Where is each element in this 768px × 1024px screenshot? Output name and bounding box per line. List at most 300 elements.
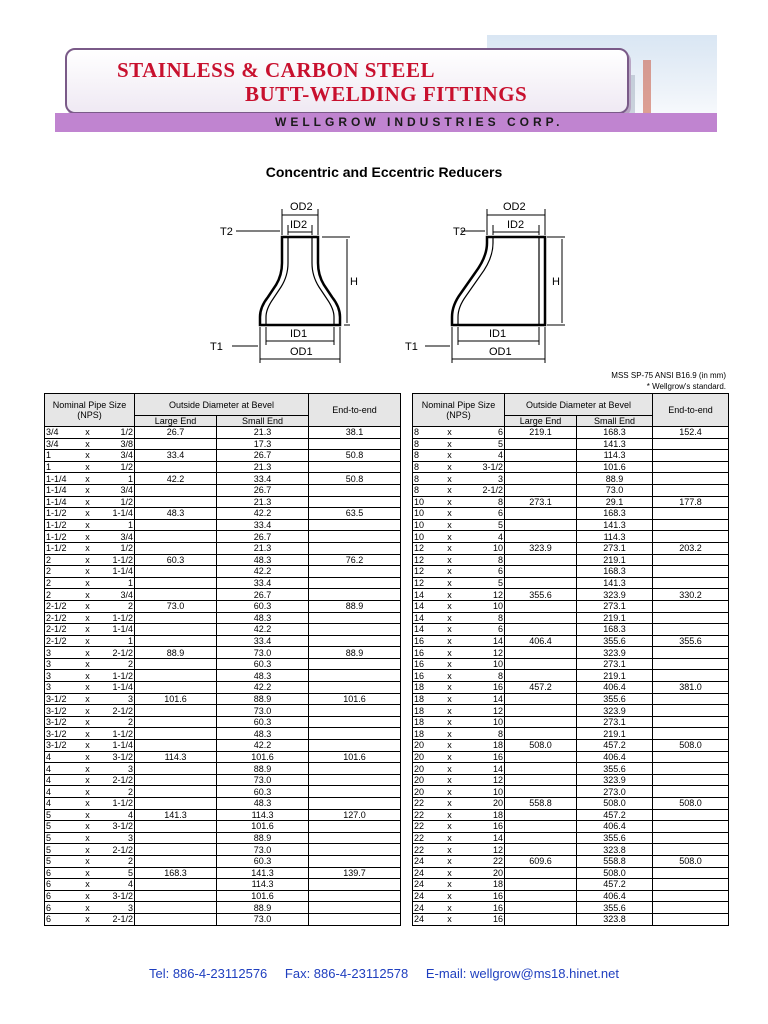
end-to-end — [309, 855, 401, 867]
nps-large: 3/4 — [45, 427, 81, 439]
times-sign: x — [81, 751, 95, 763]
nps-large: 12 — [413, 577, 443, 589]
od-large-end — [505, 728, 577, 740]
nps-small: 8 — [457, 612, 505, 624]
nps-large: 4 — [45, 798, 81, 810]
nps-small: 1 — [95, 577, 135, 589]
od-large-end — [505, 786, 577, 798]
nps-large: 3-1/2 — [45, 716, 81, 728]
od-large-end — [505, 693, 577, 705]
od-small-end: 457.2 — [577, 879, 653, 891]
nps-large: 8 — [413, 427, 443, 439]
od-small-end: 73.0 — [577, 484, 653, 496]
table-row — [413, 508, 729, 520]
end-to-end — [309, 821, 401, 833]
nps-large: 1-1/2 — [45, 542, 81, 554]
od-small-end: 355.6 — [577, 902, 653, 914]
od-large-end — [505, 461, 577, 473]
nps-large: 4 — [45, 751, 81, 763]
end-to-end — [309, 658, 401, 670]
label-od2: OD2 — [503, 201, 526, 213]
label-od2: OD2 — [290, 201, 313, 213]
label-id1: ID1 — [290, 328, 308, 340]
nps-small: 10 — [457, 600, 505, 612]
times-sign: x — [81, 728, 95, 740]
end-to-end — [653, 890, 729, 902]
times-sign: x — [81, 589, 95, 601]
page-title: Concentric and Eccentric Reducers — [265, 164, 503, 180]
end-to-end: 152.4 — [653, 427, 729, 439]
od-small-end: 48.3 — [217, 798, 309, 810]
times-sign: x — [443, 531, 457, 543]
od-large-end: 219.1 — [505, 427, 577, 439]
nps-large: 16 — [413, 647, 443, 659]
od-large-end: 168.3 — [135, 867, 217, 879]
od-large-end: 48.3 — [135, 508, 217, 520]
od-large-end — [135, 542, 217, 554]
nps-large: 2-1/2 — [45, 600, 81, 612]
od-large-end — [135, 461, 217, 473]
end-to-end: 101.6 — [309, 751, 401, 763]
table-row — [45, 508, 401, 520]
table-row — [45, 902, 401, 914]
nps-large: 8 — [413, 484, 443, 496]
end-to-end — [653, 519, 729, 531]
od-small-end: 168.3 — [577, 566, 653, 578]
end-to-end: 139.7 — [309, 867, 401, 879]
header-end-to-end: End-to-end — [653, 394, 729, 427]
nps-large: 1-1/2 — [45, 519, 81, 531]
nps-large: 8 — [413, 461, 443, 473]
nps-large: 22 — [413, 798, 443, 810]
end-to-end — [653, 461, 729, 473]
od-small-end: 21.3 — [217, 461, 309, 473]
nps-small: 12 — [457, 774, 505, 786]
nps-large: 18 — [413, 728, 443, 740]
table-row — [45, 879, 401, 891]
table-row — [45, 473, 401, 485]
nps-large: 5 — [45, 844, 81, 856]
nps-large: 12 — [413, 554, 443, 566]
times-sign: x — [81, 461, 95, 473]
nps-large: 3 — [45, 682, 81, 694]
od-small-end: 48.3 — [217, 728, 309, 740]
od-small-end: 406.4 — [577, 821, 653, 833]
end-to-end — [653, 693, 729, 705]
times-sign: x — [443, 763, 457, 775]
end-to-end — [653, 879, 729, 891]
reducer-table-left — [44, 393, 401, 926]
nps-large: 16 — [413, 635, 443, 647]
times-sign: x — [81, 832, 95, 844]
nps-small: 1/2 — [95, 427, 135, 439]
od-large-end — [505, 751, 577, 763]
od-small-end: 168.3 — [577, 508, 653, 520]
end-to-end: 177.8 — [653, 496, 729, 508]
nps-large: 3-1/2 — [45, 693, 81, 705]
times-sign: x — [81, 693, 95, 705]
nps-small: 3 — [95, 832, 135, 844]
table-row — [413, 519, 729, 531]
wellgrow-standard-note: * Wellgrow's standard. — [646, 382, 726, 391]
od-large-end: 88.9 — [135, 647, 217, 659]
header-small-end: Small End — [577, 416, 653, 427]
nps-large: 2 — [45, 577, 81, 589]
times-sign: x — [81, 438, 95, 450]
times-sign: x — [81, 600, 95, 612]
nps-small: 1/2 — [95, 496, 135, 508]
od-small-end: 508.0 — [577, 867, 653, 879]
times-sign: x — [443, 496, 457, 508]
times-sign: x — [81, 577, 95, 589]
od-large-end — [135, 635, 217, 647]
times-sign: x — [443, 751, 457, 763]
header-outside-diameter: Outside Diameter at Bevel — [135, 394, 309, 416]
nps-large: 2-1/2 — [45, 635, 81, 647]
header-end-to-end: End-to-end — [309, 394, 401, 427]
nps-small: 1/2 — [95, 461, 135, 473]
nps-large: 4 — [45, 774, 81, 786]
nps-small: 4 — [457, 531, 505, 543]
od-small-end: 219.1 — [577, 728, 653, 740]
end-to-end: 508.0 — [653, 855, 729, 867]
end-to-end — [309, 635, 401, 647]
od-small-end: 48.3 — [217, 554, 309, 566]
od-small-end: 323.9 — [577, 774, 653, 786]
nps-small: 8 — [457, 728, 505, 740]
nps-large: 1 — [45, 450, 81, 462]
table-row — [413, 589, 729, 601]
nps-large: 5 — [45, 832, 81, 844]
end-to-end — [309, 542, 401, 554]
end-to-end — [309, 496, 401, 508]
end-to-end — [309, 589, 401, 601]
table-row — [45, 438, 401, 450]
nps-small: 12 — [457, 647, 505, 659]
od-small-end: 101.6 — [577, 461, 653, 473]
times-sign: x — [81, 484, 95, 496]
table-row — [413, 774, 729, 786]
nps-small: 2 — [95, 786, 135, 798]
od-large-end — [135, 821, 217, 833]
table-row — [45, 763, 401, 775]
email-link[interactable]: E-mail: wellgrow@ms18.hinet.net — [425, 966, 619, 981]
times-sign: x — [443, 774, 457, 786]
od-small-end: 101.6 — [217, 821, 309, 833]
end-to-end — [309, 519, 401, 531]
od-large-end — [505, 832, 577, 844]
times-sign: x — [81, 763, 95, 775]
od-large-end — [505, 658, 577, 670]
label-t2: T2 — [220, 226, 233, 238]
od-small-end: 29.1 — [577, 496, 653, 508]
end-to-end: 101.6 — [309, 693, 401, 705]
od-large-end — [135, 658, 217, 670]
od-small-end: 406.4 — [577, 890, 653, 902]
od-small-end: 114.3 — [217, 809, 309, 821]
nps-small: 1-1/2 — [95, 728, 135, 740]
concentric-reducer-diagram — [210, 195, 375, 370]
times-sign: x — [81, 542, 95, 554]
nps-small: 12 — [457, 844, 505, 856]
od-small-end: 273.1 — [577, 600, 653, 612]
header-nps: Nominal Pipe Size (NPS) — [45, 394, 135, 427]
table-row — [413, 542, 729, 554]
end-to-end — [653, 658, 729, 670]
od-large-end — [505, 531, 577, 543]
times-sign: x — [443, 589, 457, 601]
times-sign: x — [443, 647, 457, 659]
end-to-end — [309, 670, 401, 682]
od-large-end — [505, 554, 577, 566]
nps-large: 24 — [413, 902, 443, 914]
label-t1: T1 — [405, 341, 418, 353]
od-large-end: 73.0 — [135, 600, 217, 612]
od-small-end: 355.6 — [577, 635, 653, 647]
end-to-end — [309, 740, 401, 752]
nps-small: 16 — [457, 902, 505, 914]
times-sign: x — [81, 809, 95, 821]
table-row — [413, 879, 729, 891]
end-to-end — [653, 867, 729, 879]
od-small-end: 114.3 — [577, 531, 653, 543]
nps-large: 3 — [45, 658, 81, 670]
nps-small: 16 — [457, 682, 505, 694]
label-id2: ID2 — [290, 219, 308, 231]
table-row — [45, 855, 401, 867]
table-row — [413, 867, 729, 879]
label-h: H — [350, 276, 358, 288]
nps-small: 1/2 — [95, 542, 135, 554]
nps-small: 12 — [457, 705, 505, 717]
times-sign: x — [81, 902, 95, 914]
nps-small: 1-1/4 — [95, 508, 135, 520]
nps-small: 2 — [95, 855, 135, 867]
end-to-end — [309, 566, 401, 578]
od-small-end: 88.9 — [577, 473, 653, 485]
od-large-end: 323.9 — [505, 542, 577, 554]
nps-small: 1 — [95, 519, 135, 531]
times-sign: x — [81, 519, 95, 531]
table-row — [413, 705, 729, 717]
end-to-end — [653, 438, 729, 450]
nps-large: 14 — [413, 624, 443, 636]
label-id2: ID2 — [507, 219, 525, 231]
table-row — [45, 740, 401, 752]
nps-small: 2-1/2 — [95, 705, 135, 717]
od-small-end: 457.2 — [577, 809, 653, 821]
end-to-end: 63.5 — [309, 508, 401, 520]
od-large-end — [505, 484, 577, 496]
od-small-end: 73.0 — [217, 705, 309, 717]
end-to-end — [653, 705, 729, 717]
od-small-end: 42.2 — [217, 740, 309, 752]
times-sign: x — [81, 844, 95, 856]
times-sign: x — [81, 716, 95, 728]
times-sign: x — [443, 612, 457, 624]
nps-small: 2-1/2 — [95, 844, 135, 856]
od-small-end: 355.6 — [577, 693, 653, 705]
banner-title-line1: STAINLESS & CARBON STEEL — [117, 58, 435, 82]
times-sign: x — [443, 519, 457, 531]
end-to-end: 203.2 — [653, 542, 729, 554]
table-row — [45, 450, 401, 462]
times-sign: x — [81, 890, 95, 902]
od-large-end — [505, 844, 577, 856]
od-large-end — [135, 740, 217, 752]
table-row — [413, 450, 729, 462]
times-sign: x — [81, 624, 95, 636]
table-row — [45, 658, 401, 670]
end-to-end — [653, 566, 729, 578]
nps-small: 3 — [95, 693, 135, 705]
nps-large: 8 — [413, 450, 443, 462]
od-small-end: 33.4 — [217, 635, 309, 647]
times-sign: x — [443, 705, 457, 717]
end-to-end — [309, 612, 401, 624]
times-sign: x — [443, 913, 457, 925]
table-row — [45, 427, 401, 439]
nps-small: 3 — [95, 902, 135, 914]
times-sign: x — [443, 740, 457, 752]
times-sign: x — [443, 879, 457, 891]
times-sign: x — [81, 496, 95, 508]
nps-small: 16 — [457, 890, 505, 902]
od-large-end: 558.8 — [505, 798, 577, 810]
nps-large: 2 — [45, 589, 81, 601]
nps-small: 4 — [95, 809, 135, 821]
end-to-end — [653, 821, 729, 833]
table-row — [45, 635, 401, 647]
od-large-end — [505, 519, 577, 531]
table-row — [413, 890, 729, 902]
nps-small: 18 — [457, 809, 505, 821]
nps-small: 10 — [457, 786, 505, 798]
od-large-end — [505, 508, 577, 520]
nps-large: 10 — [413, 508, 443, 520]
end-to-end — [309, 531, 401, 543]
table-row — [45, 728, 401, 740]
nps-large: 2-1/2 — [45, 612, 81, 624]
od-small-end: 17.3 — [217, 438, 309, 450]
od-small-end: 88.9 — [217, 763, 309, 775]
times-sign: x — [81, 427, 95, 439]
table-row — [45, 531, 401, 543]
od-small-end: 60.3 — [217, 600, 309, 612]
end-to-end: 381.0 — [653, 682, 729, 694]
od-large-end: 60.3 — [135, 554, 217, 566]
od-large-end — [505, 774, 577, 786]
end-to-end — [309, 786, 401, 798]
od-small-end: 73.0 — [217, 774, 309, 786]
od-small-end: 60.3 — [217, 716, 309, 728]
od-large-end — [135, 716, 217, 728]
contact-footer — [0, 966, 768, 981]
nps-large: 10 — [413, 496, 443, 508]
times-sign: x — [443, 484, 457, 496]
od-large-end: 457.2 — [505, 682, 577, 694]
times-sign: x — [443, 890, 457, 902]
nps-large: 8 — [413, 438, 443, 450]
reducer-table-right — [412, 393, 729, 926]
table-row — [45, 705, 401, 717]
od-large-end — [135, 705, 217, 717]
table-row — [413, 566, 729, 578]
od-large-end — [135, 763, 217, 775]
od-small-end: 42.2 — [217, 508, 309, 520]
nps-large: 18 — [413, 693, 443, 705]
nps-large: 2 — [45, 554, 81, 566]
od-large-end — [135, 728, 217, 740]
od-large-end — [135, 879, 217, 891]
od-small-end: 219.1 — [577, 670, 653, 682]
telephone: Tel: 886-4-23112576 — [148, 966, 268, 981]
table-row — [45, 832, 401, 844]
end-to-end: 50.8 — [309, 450, 401, 462]
od-small-end: 273.1 — [577, 658, 653, 670]
end-to-end — [309, 798, 401, 810]
times-sign: x — [443, 786, 457, 798]
end-to-end — [653, 902, 729, 914]
end-to-end — [653, 531, 729, 543]
nps-small: 1-1/2 — [95, 612, 135, 624]
od-large-end: 273.1 — [505, 496, 577, 508]
nps-small: 3/4 — [95, 450, 135, 462]
od-small-end: 323.9 — [577, 705, 653, 717]
od-large-end: 33.4 — [135, 450, 217, 462]
od-large-end: 141.3 — [135, 809, 217, 821]
times-sign: x — [443, 682, 457, 694]
od-large-end — [135, 670, 217, 682]
nps-small: 3-1/2 — [457, 461, 505, 473]
od-large-end — [505, 890, 577, 902]
nps-large: 20 — [413, 763, 443, 775]
nps-small: 1 — [95, 473, 135, 485]
times-sign: x — [81, 821, 95, 833]
nps-small: 3 — [95, 763, 135, 775]
times-sign: x — [443, 716, 457, 728]
od-large-end: 114.3 — [135, 751, 217, 763]
end-to-end — [653, 484, 729, 496]
times-sign: x — [443, 798, 457, 810]
table-row — [413, 832, 729, 844]
nps-small: 18 — [457, 879, 505, 891]
nps-large: 4 — [45, 786, 81, 798]
od-small-end: 558.8 — [577, 855, 653, 867]
times-sign: x — [443, 832, 457, 844]
times-sign: x — [443, 438, 457, 450]
od-large-end — [135, 519, 217, 531]
times-sign: x — [81, 508, 95, 520]
nps-large: 8 — [413, 473, 443, 485]
times-sign: x — [443, 809, 457, 821]
od-large-end — [505, 879, 577, 891]
nps-small: 1-1/2 — [95, 554, 135, 566]
times-sign: x — [81, 670, 95, 682]
od-large-end — [505, 438, 577, 450]
od-large-end — [505, 450, 577, 462]
nps-small: 16 — [457, 821, 505, 833]
table-row — [413, 577, 729, 589]
table-row — [45, 798, 401, 810]
nps-large: 3-1/2 — [45, 728, 81, 740]
end-to-end — [309, 774, 401, 786]
end-to-end — [309, 913, 401, 925]
od-large-end — [505, 600, 577, 612]
table-row — [45, 821, 401, 833]
od-small-end: 88.9 — [217, 832, 309, 844]
nps-small: 8 — [457, 670, 505, 682]
